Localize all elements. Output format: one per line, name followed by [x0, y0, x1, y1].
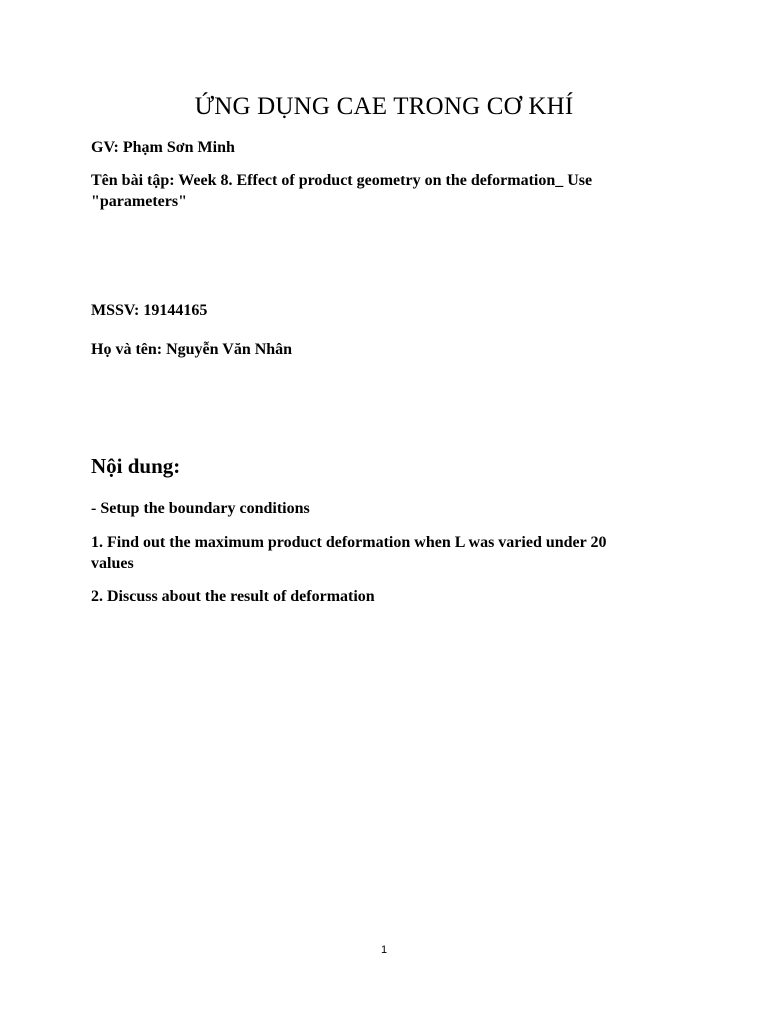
content-item-2: 2. Discuss about the result of deformation	[91, 588, 375, 605]
content-item-1-line-2: values	[91, 555, 134, 572]
page-number: 1	[380, 944, 388, 956]
content-heading: Nội dung:	[91, 454, 181, 478]
student-id-line: MSSV: 19144165	[91, 302, 208, 319]
document-title: ỨNG DỤNG CAE TRONG CƠ KHÍ	[194, 93, 574, 120]
content-item-1-line-1: 1. Find out the maximum product deformation when L was varied under 20	[91, 534, 607, 551]
content-item-setup: - Setup the boundary conditions	[91, 500, 310, 517]
instructor-line: GV: Phạm Sơn Minh	[91, 139, 235, 156]
student-name-line: Họ và tên: Nguyễn Văn Nhân	[91, 341, 293, 358]
assignment-line-2: "parameters"	[91, 193, 187, 210]
assignment-line-1: Tên bài tập: Week 8. Effect of product geometry on the deformation_ Use	[91, 172, 593, 189]
